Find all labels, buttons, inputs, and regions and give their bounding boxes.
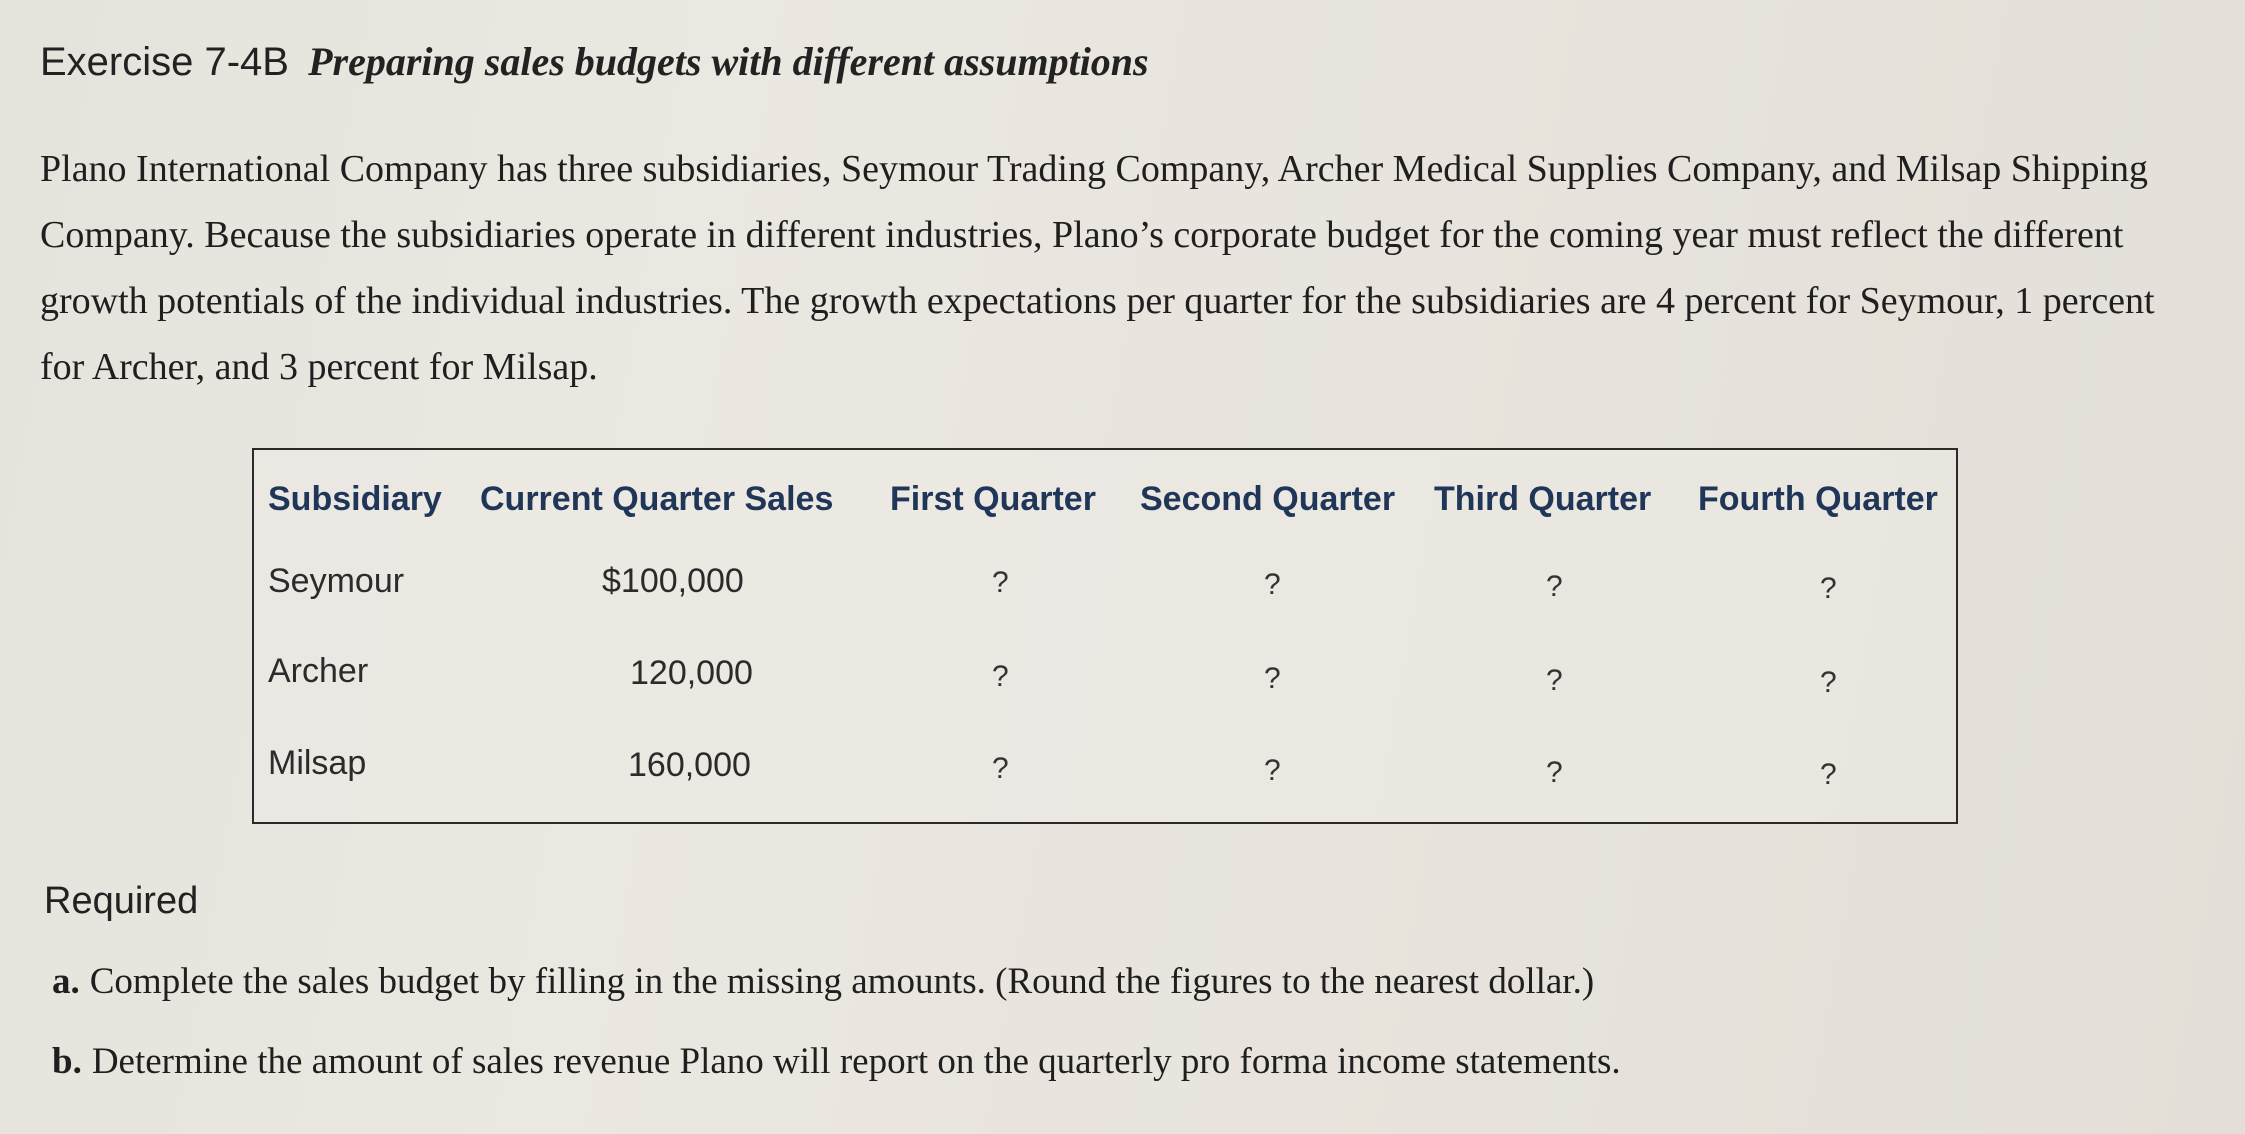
row-milsap-name: Milsap [268, 744, 367, 782]
required-item-b-letter: b. [52, 1041, 82, 1082]
row-seymour-current: $100,000 [602, 562, 744, 600]
row-milsap-q1: ? [992, 752, 1009, 785]
header-fourth-quarter: Fourth Quarter [1698, 480, 1938, 518]
header-current-quarter-sales: Current Quarter Sales [480, 480, 834, 518]
intro-paragraph: Plano International Company has three subsidiaries, Seymour Trading Company, Archer Medical Supplies Company, and Milsap Shipping Company. Because the subsidiaries operate in different industries, Plano’s corporate budget for the coming year must reflect the different growth potentials of the individual industries. The growth expectations per quarter for the subsidiaries are 4 percent for Seymour, 1 percent for Archer, and 3 percent for Milsap. [40, 148, 2155, 388]
row-archer-current: 120,000 [630, 654, 753, 692]
required-item-a-text: Complete the sales budget by filling in the missing amounts. (Round the figures to the nearest dollar.) [89, 961, 1595, 1002]
row-milsap-q4: ? [1820, 758, 1837, 791]
row-seymour-q2: ? [1264, 568, 1281, 601]
row-milsap-q2: ? [1264, 754, 1281, 787]
row-milsap-q3: ? [1546, 756, 1563, 789]
row-seymour-q1: ? [992, 566, 1009, 599]
exercise-title: Preparing sales budgets with different assumptions [308, 39, 1149, 84]
row-archer-q1: ? [992, 660, 1009, 693]
sales-table [252, 448, 1958, 824]
row-archer-q4: ? [1820, 666, 1837, 699]
exercise-number: Exercise 7-4B [40, 40, 289, 84]
row-seymour-q4: ? [1820, 572, 1837, 605]
row-archer-q2: ? [1264, 662, 1281, 695]
required-item-a-letter: a. [52, 961, 80, 1002]
row-archer-q3: ? [1546, 664, 1563, 697]
row-seymour-name: Seymour [268, 562, 405, 600]
row-archer-name: Archer [268, 652, 369, 690]
header-subsidiary: Subsidiary [268, 480, 442, 518]
header-third-quarter: Third Quarter [1434, 480, 1652, 518]
required-item-b-text: Determine the amount of sales revenue Plano will report on the quarterly pro forma income statements. [91, 1041, 1621, 1082]
header-second-quarter: Second Quarter [1140, 480, 1396, 518]
row-seymour-q3: ? [1546, 570, 1563, 603]
exercise-heading [40, 38, 1149, 85]
row-milsap-current: 160,000 [628, 746, 751, 784]
required-heading: Required [44, 880, 199, 922]
required-item-b [52, 1040, 1621, 1083]
header-first-quarter: First Quarter [890, 480, 1096, 518]
required-item-a [52, 960, 1594, 1003]
